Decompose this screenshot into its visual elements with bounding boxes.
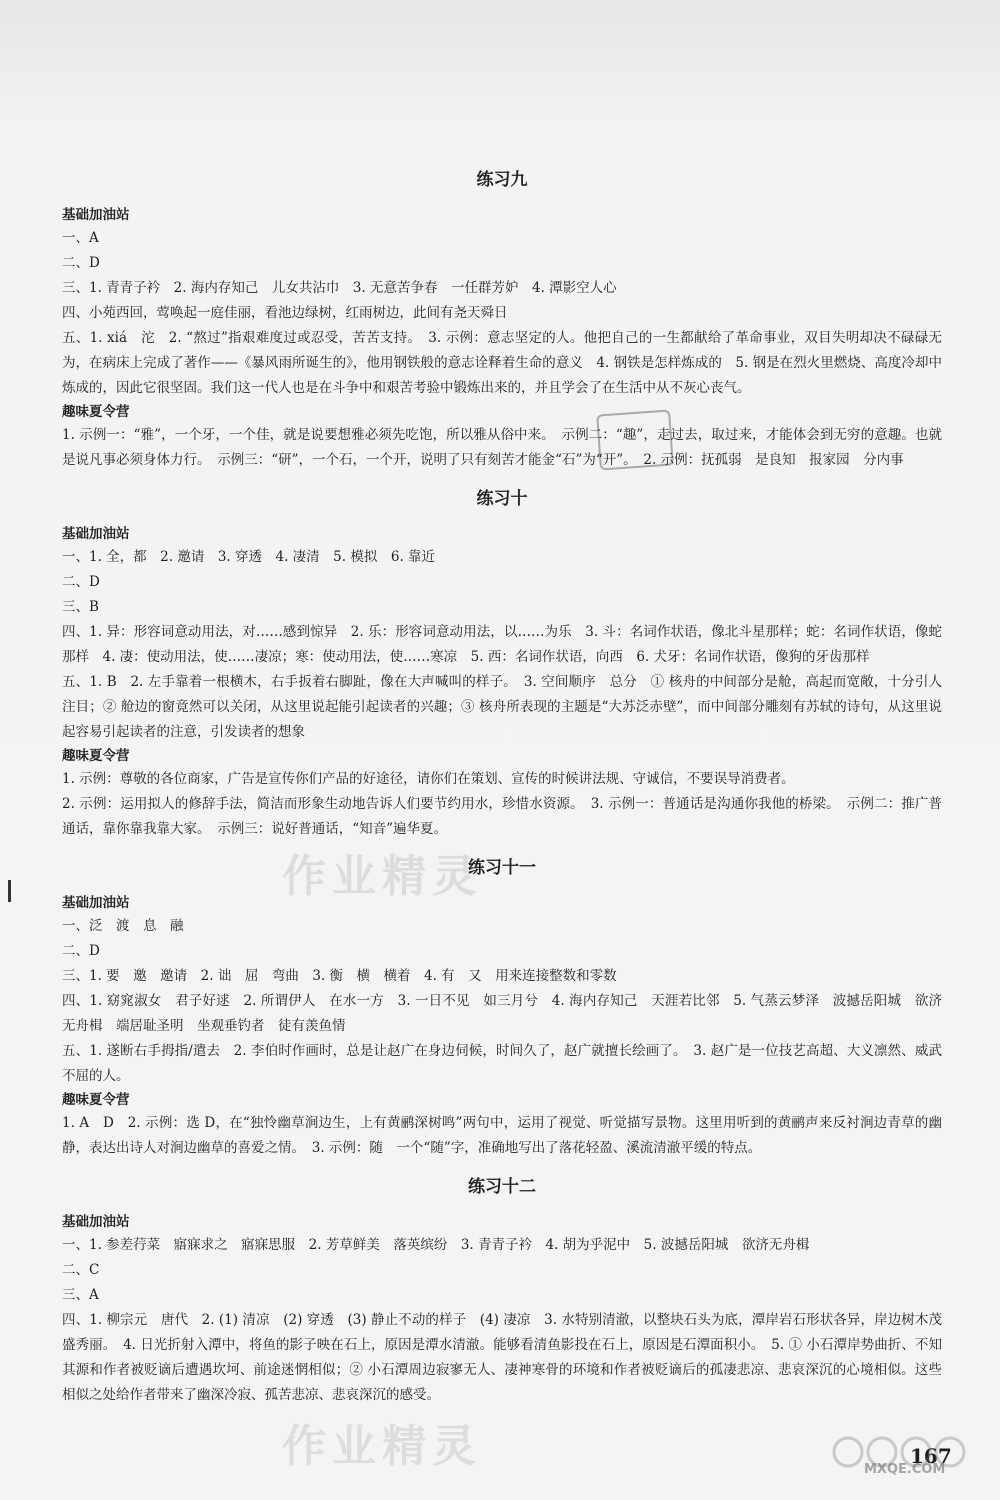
subsection-heading: 趣味夏令营 <box>62 404 130 420</box>
section-title: 练习十二 <box>468 1177 536 1197</box>
answer-line: 1. 示例：尊敬的各位商家，广告是宣传你们产品的好途径，请你们在策划、宣传的时候讲法规、守诚信，不要误导消费者。 <box>62 771 795 787</box>
section-gap <box>62 473 942 487</box>
answer-line: 四、1. 窈窕淑女 君子好逑 2. 所谓伊人 在水一方 3. 一日不见 如三月兮 4. 海内存知己 天涯若比邻 5. 气蒸云梦泽 波撼岳阳城 欲济无舟楫 端居耻圣明 坐观垂钓者 徒有羡鱼情 <box>62 993 942 1034</box>
subsection-heading: 基础加油站 <box>62 895 130 911</box>
subsection-heading: 基础加油站 <box>62 207 130 223</box>
answer-line: 一、1. 全，都 2. 邀请 3. 穿透 4. 凄清 5. 模拟 6. 靠近 <box>62 549 436 565</box>
answer-line: 2. 示例：运用拟人的修辞手法，简洁而形象生动地告诉人们要节约用水，珍惜水资源。 3. 示例一：普通话是沟通你我他的桥梁。 示例二：推广普通话，靠你靠我靠大家。 示例三：说好普通话，“知音”遍华夏。 <box>62 796 942 837</box>
watermark: 作业精灵 <box>282 851 482 902</box>
answer-line: 四、1. 柳宗元 唐代 2. (1) 清凉 (2) 穿透 (3) 静止不动的样子 (4) 凄凉 3. 水特别清澈，以整块石头为底，潭岸岩石形状各异，岸边树木茂盛秀丽。 4. 日光折射入潭中，将鱼的影子映在石上，原因是潭水清澈。能够看清鱼影投在石上，原因是石潭面积小。 5. ① 小石潭岸势曲折、不知其源和作者被贬谪后遭遇坎坷、前途迷惘相似；② 小石潭周边寂寥无人、凄神寒骨的环境和作者被贬谪后的孤凄悲凉、悲哀深沉的心境相似。这些相似之处给作者带来了幽深冷寂、孤苦悲凉、悲哀深沉的感受。 <box>62 1312 942 1403</box>
answer-line: 五、1. B 2. 左手靠着一根横木，右手扳着右脚趾，像在大声喊叫的样子。 3. 空间顺序 总分 ① 核舟的中间部分是舱，高起而宽敞，十分引人注目；② 舱边的窗竟然可以关闭，从这里说起能引起读者的兴趣；③ 核舟所表现的主题是“大苏泛赤壁”，而中间部分雕刻有苏轼的诗句，从这里说起容易引起读者的注意，引发读者的想象 <box>62 674 942 740</box>
answer-content <box>62 168 942 1408</box>
watermark: 作业精灵 <box>282 1421 482 1472</box>
answer-line: 三、A <box>62 1287 99 1303</box>
answer-line: 四、1. 异：形容词意动用法，对……感到惊异 2. 乐：形容词意动用法，以……为乐 3. 斗：名词作状语，像北斗星那样；蛇：名词作状语，像蛇那样 4. 凄：使动用法，使……凄凉；寒：使动用法，使……寒凉 5. 西：名词作状语，向西 6. 犬牙：名词作状语，像狗的牙齿那样 <box>62 624 942 665</box>
edge-mark <box>8 880 11 902</box>
answer-line: 一、1. 参差荇菜 寤寐求之 寤寐思服 2. 芳草鲜美 落英缤纷 3. 青青子衿 4. 胡为乎泥中 5. 波撼岳阳城 欲济无舟楫 <box>62 1237 810 1253</box>
logo-text: MXQE.COM <box>864 1462 946 1477</box>
section-title: 练习十一 <box>468 858 536 878</box>
subsection-heading: 基础加油站 <box>62 526 130 542</box>
section-title: 练习十 <box>476 489 528 509</box>
section-title: 练习九 <box>476 170 528 190</box>
answer-line: 1. 示例一：“雅”，一个牙，一个佳，就是说要想雅必须先吃饱，所以雅从俗中来。 示例二：“趣”，走过去，取过来，才能体会到无穷的意趣。也就是说凡事必须身体力行。 示例三：“研”，一个石，一个开，说明了只有刻苦才能金“石”为“开”。 2. 示例：抚孤弱 是良知 报家园 分内事 <box>62 427 942 468</box>
answer-line: 一、泛 渡 息 融 <box>62 918 184 934</box>
section-gap <box>62 842 942 856</box>
answer-line: 二、C <box>62 1262 100 1278</box>
answer-line: 五、1. xiá 沱 2. “熬过”指艰难度过或忍受，苦苦支持。 3. 示例：意志坚定的人。他把自己的一生都献给了革命事业，双目失明却决不碌碌无为，在病床上完成了著作——《暴风雨所诞生的》，他用钢铁般的意志诠释着生命的意义 4. 钢铁是怎样炼成的 5. 钢是在烈火里燃烧、高度冷却中炼成的，因此它很坚固。我们这一代人也是在斗争中和艰苦考验中锻炼出来的，并且学会了在生活中从不灰心丧气。 <box>62 330 942 396</box>
answer-line: 1. A D 2. 示例：选 D，在“独怜幽草涧边生，上有黄鹂深树鸣”两句中，运用了视觉、听觉描写景物。这里用听到的黄鹂声来反衬涧边青草的幽静，表达出诗人对涧边幽草的喜爱之情。 3. 示例：随 一个“随”字，准确地写出了落花轻盈、溪流清澈平缓的特点。 <box>62 1115 942 1156</box>
subsection-heading: 趣味夏令营 <box>62 748 130 764</box>
page-number: 167 <box>910 1444 952 1468</box>
subsection-heading: 趣味夏令营 <box>62 1092 130 1108</box>
site-logo <box>830 1432 980 1476</box>
answer-line: 五、1. 遂断右手拇指/遣去 2. 李伯时作画时，总是让赵广在身边伺候，时间久了，赵广就擅长绘画了。 3. 赵广是一位技艺高超、大义凛然、威武不屈的人。 <box>62 1043 942 1084</box>
answer-line: 二、D <box>62 574 100 590</box>
answer-line: 四、小苑西回，莺唤起一庭佳丽，看池边绿树，红雨树边，此间有尧天舜日 <box>62 305 508 321</box>
answer-line: 二、D <box>62 943 100 959</box>
subsection-heading: 基础加油站 <box>62 1214 130 1230</box>
section-gap <box>62 1161 942 1175</box>
answer-line: 三、1. 青青子衿 2. 海内存知己 儿女共沾巾 3. 无意苦争春 一任群芳妒 4. 潭影空人心 <box>62 280 617 296</box>
answer-line: 三、B <box>62 599 99 615</box>
answer-line: 二、D <box>62 255 100 271</box>
answer-line: 一、A <box>62 230 99 246</box>
answer-line: 三、1. 要 邀 邀请 2. 诎 屈 弯曲 3. 衡 横 横着 4. 有 又 用来连接整数和零数 <box>62 968 617 984</box>
